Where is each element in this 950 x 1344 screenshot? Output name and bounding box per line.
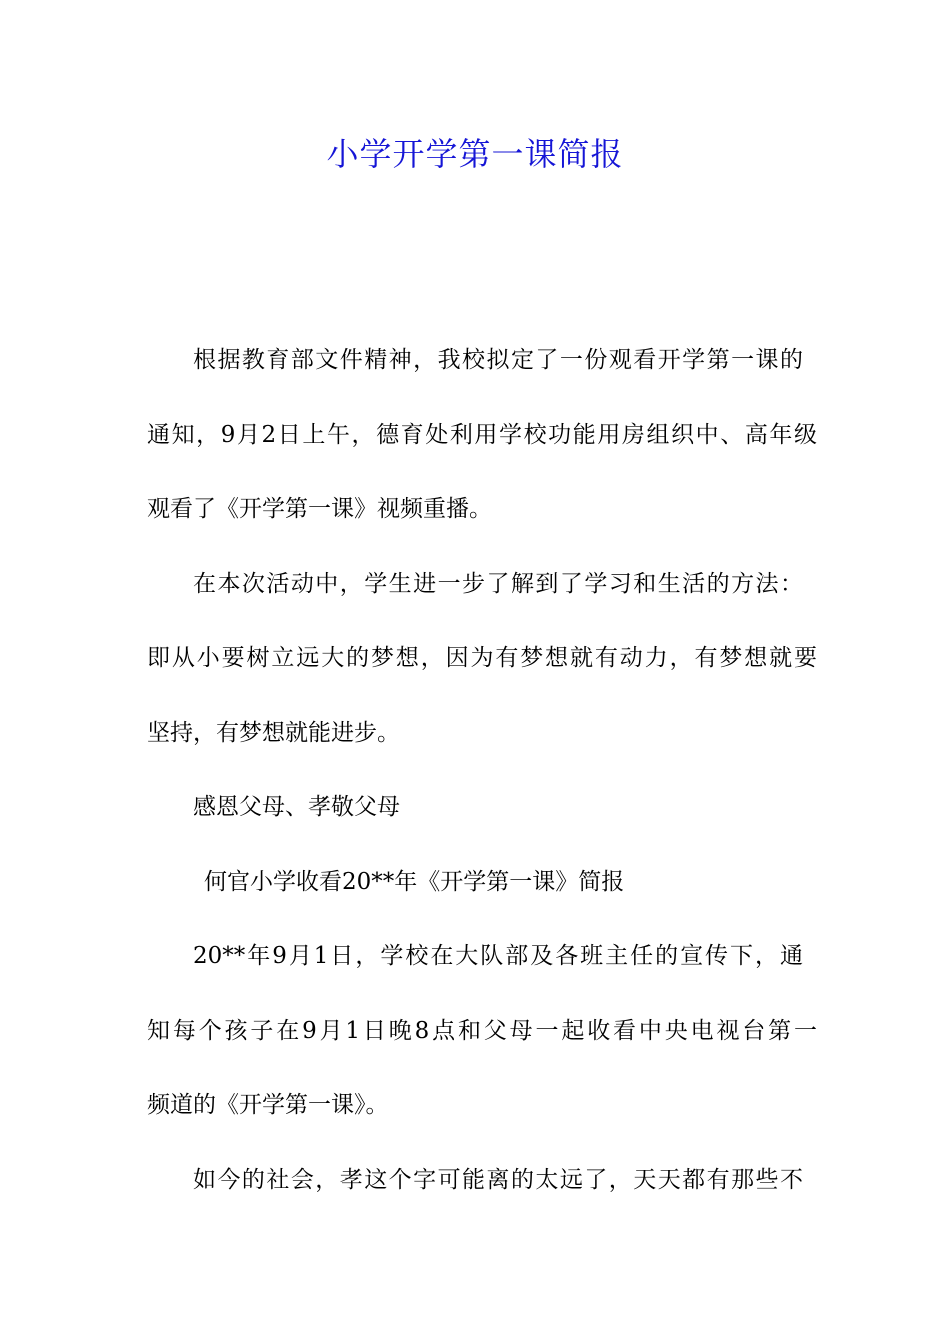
paragraph-1-line-3: 观看了《开学第一课》视频重播。 (147, 496, 492, 522)
paragraph-4-line-2: 知每个孩子在9月1日晚8点和父母一起收看中央电视台第一 (147, 1018, 817, 1044)
paragraph-1-line-1: 根据教育部文件精神，我校拟定了一份观看开学第一课的 (193, 347, 803, 373)
paragraph-5-line-1: 如今的社会，孝这个字可能离的太远了，天天都有那些不 (193, 1167, 803, 1193)
paragraph-2-line-3: 坚持，有梦想就能进步。 (147, 720, 400, 746)
paragraph-1-line-2: 通知，9月2日上午，德育处利用学校功能用房组织中、高年级 (147, 422, 817, 448)
subheading-line: 何官小学收看20**年《开学第一课》简报 (204, 869, 625, 895)
paragraph-2-line-1: 在本次活动中，学生进一步了解到了学习和生活的方法： (193, 571, 803, 597)
document-title: 小学开学第一课简报 (326, 135, 624, 173)
paragraph-4-line-3: 频道的《开学第一课》。 (147, 1092, 389, 1118)
paragraph-2-line-2: 即从小要树立远大的梦想，因为有梦想就有动力，有梦想就要 (147, 645, 817, 671)
paragraph-4-line-1: 20**年9月1日，学校在大队部及各班主任的宣传下，通 (193, 943, 803, 969)
paragraph-3-line-1: 感恩父母、孝敬父母 (193, 794, 400, 820)
